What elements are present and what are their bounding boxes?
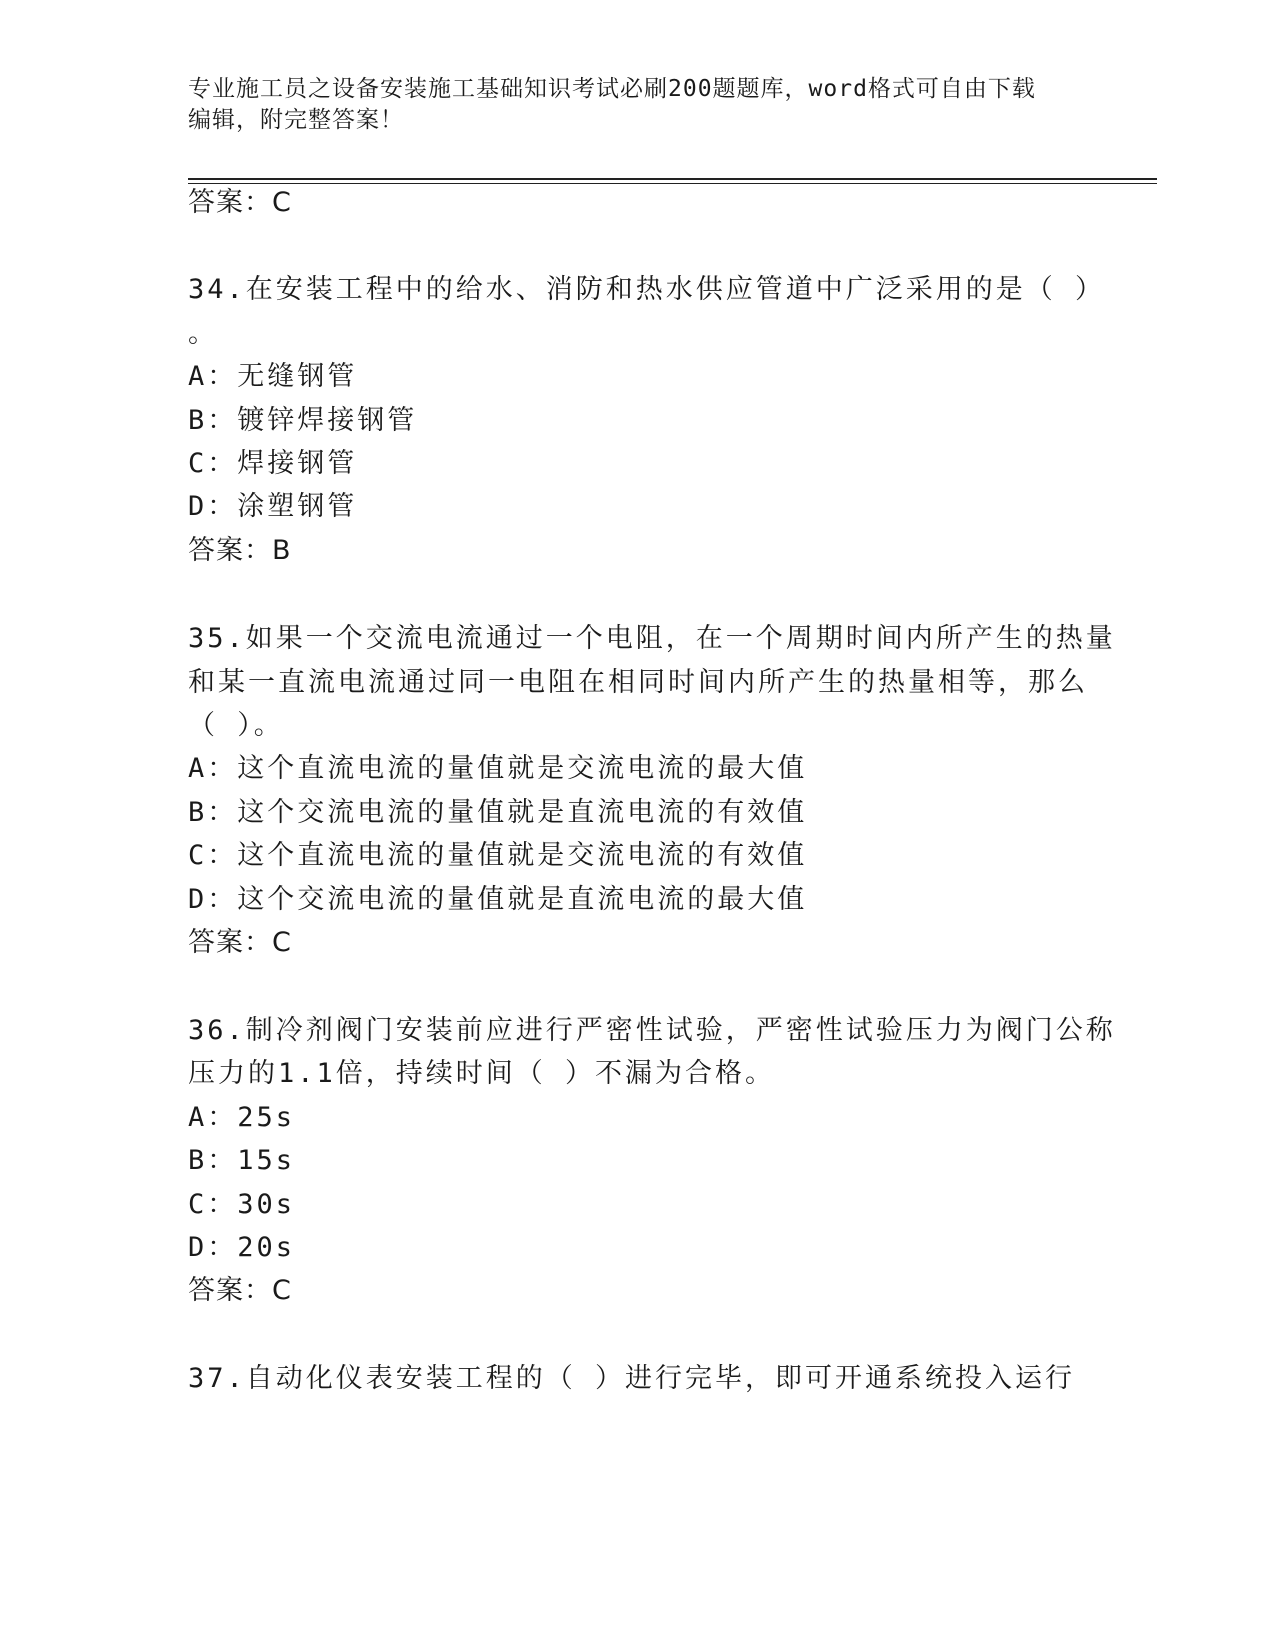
question-34-text-line-1: 34.在安装工程中的给水、消防和热水供应管道中广泛采用的是（ ） [188, 274, 1106, 305]
question-36-option-d: D：20s [188, 1232, 296, 1263]
question-36-option-b: B：15s [188, 1145, 296, 1176]
header-divider-thin [188, 183, 1157, 184]
question-36-text-line-1: 36.制冷剂阀门安装前应进行严密性试验，严密性试验压力为阀门公称 [188, 1015, 1116, 1046]
question-34-option-d: D：涂塑钢管 [188, 491, 358, 522]
header-title-line-1: 专业施工员之设备安装施工基础知识考试必刷200题题库，word格式可自由下载 [188, 76, 1036, 102]
question-35-option-a: A：这个直流电流的量值就是交流电流的最大值 [188, 753, 808, 784]
question-35-option-d: D：这个交流电流的量值就是直流电流的最大值 [188, 884, 808, 915]
question-35-option-b: B：这个交流电流的量值就是直流电流的有效值 [188, 797, 808, 828]
question-34-answer: 答案：B [188, 535, 292, 566]
question-34-option-c: C：焊接钢管 [188, 448, 358, 479]
question-35-answer: 答案：C [188, 927, 292, 958]
question-34-option-a: A：无缝钢管 [188, 361, 358, 392]
question-36-option-c: C：30s [188, 1189, 296, 1220]
previous-answer: 答案：C [188, 187, 292, 218]
question-34-option-b: B：镀锌焊接钢管 [188, 405, 418, 436]
question-35-option-c: C：这个直流电流的量值就是交流电流的有效值 [188, 840, 808, 871]
question-36-answer: 答案：C [188, 1275, 292, 1306]
question-36-option-a: A：25s [188, 1102, 296, 1133]
document-header [188, 74, 1088, 136]
question-35-text-line-1: 35.如果一个交流电流通过一个电阻，在一个周期时间内所产生的热量 [188, 623, 1116, 654]
question-36-text-line-2: 压力的1.1倍，持续时间（ ）不漏为合格。 [188, 1058, 776, 1089]
header-divider-thick [188, 178, 1157, 180]
question-37-text-line-1: 37.自动化仪表安装工程的（ ）进行完毕，即可开通系统投入运行 [188, 1363, 1076, 1394]
header-title-line-2: 编辑，附完整答案！ [188, 107, 404, 133]
question-35-text-line-3: （ ）。 [188, 710, 284, 741]
question-34-text-line-2: 。 [188, 318, 218, 349]
question-35-text-line-2: 和某一直流电流通过同一电阻在相同时间内所产生的热量相等，那么 [188, 667, 1088, 698]
